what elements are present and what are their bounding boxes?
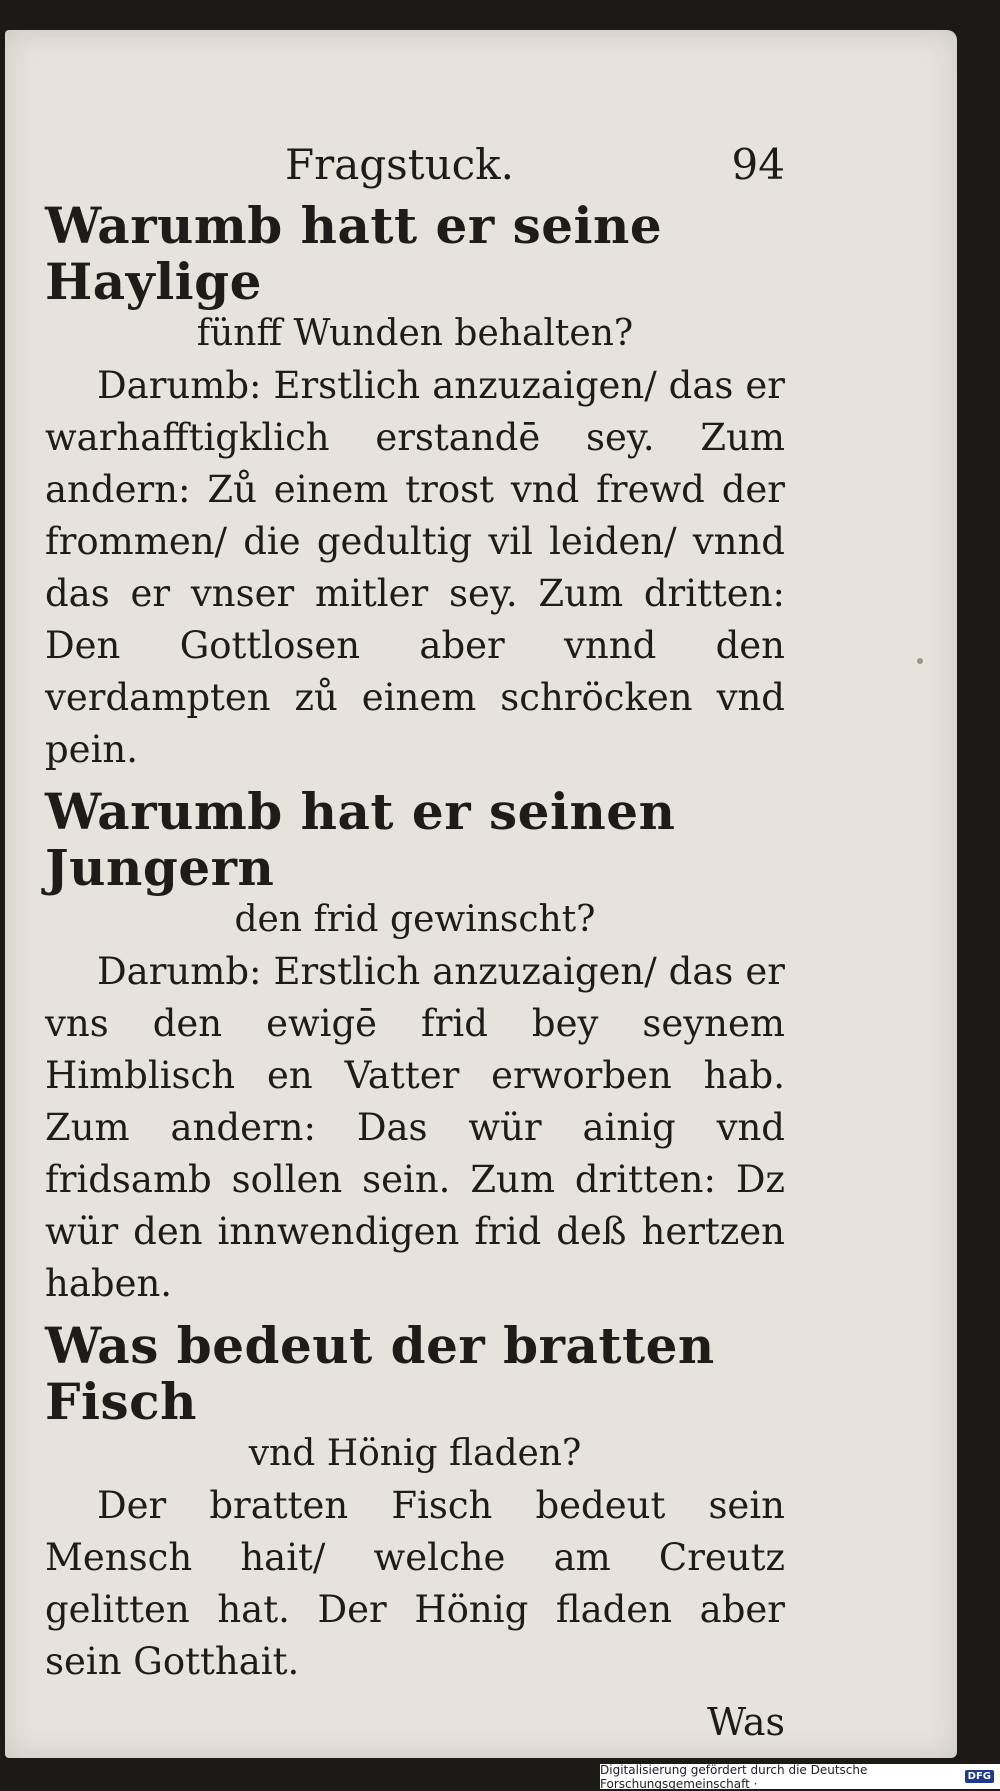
section-3 [45,1318,785,1688]
section-body: Der bratten Fisch bedeut sein Mensch hait/ welche am Creutz gelitten hat. Der Hönig fladen aber sein Gotthait. [45,1484,785,1683]
page-number: 94 [731,140,785,189]
digitization-credit [600,1764,1000,1789]
section-body: Darumb: Erstlich anzuzaigen/ das er vns den ewigē frid bey seynem Himblisch en Vatter erworben hab. Zum andern: Das wür ainig vnd fridsamb sollen sein. Zum dritten: Dz wür den innwendigen frid deß hertzen haben. [45,950,785,1305]
book-page [5,30,957,1758]
dfg-logo: DFG [965,1770,994,1783]
page-text [45,140,785,1748]
section-heading: Warumb hat er seinen Jungern [45,782,676,897]
page-speck [917,658,923,664]
section-heading: Warumb hatt er seine Haylige [45,196,663,311]
section-2 [45,784,785,1310]
section-heading-continuation: fünff Wunden behalten? [196,313,634,354]
running-header [45,140,785,196]
section-heading: Was bedeut der bratten Fisch [45,1316,715,1431]
catchword: Was [707,1700,785,1744]
section-heading-continuation: vnd Hönig fladen? [248,1433,582,1474]
credit-text: Digitalisierung gefördert durch die Deutsche Forschungsgemeinschaft · [600,1762,868,1791]
section-heading-continuation: den frid gewinscht? [234,899,596,940]
section-1 [45,198,785,776]
section-body: Darumb: Erstlich anzuzaigen/ das er warhafftigklich erstandē sey. Zum andern: Zů einem trost vnd frewd der frommen/ die gedultig vil leiden/ vnnd das er vnser mitler sey. Zum dritten: Den Gottlosen aber vnnd den verdampten zů einem schröcken vnd pein. [45,364,785,771]
running-title: Fragstuck. [285,140,514,189]
